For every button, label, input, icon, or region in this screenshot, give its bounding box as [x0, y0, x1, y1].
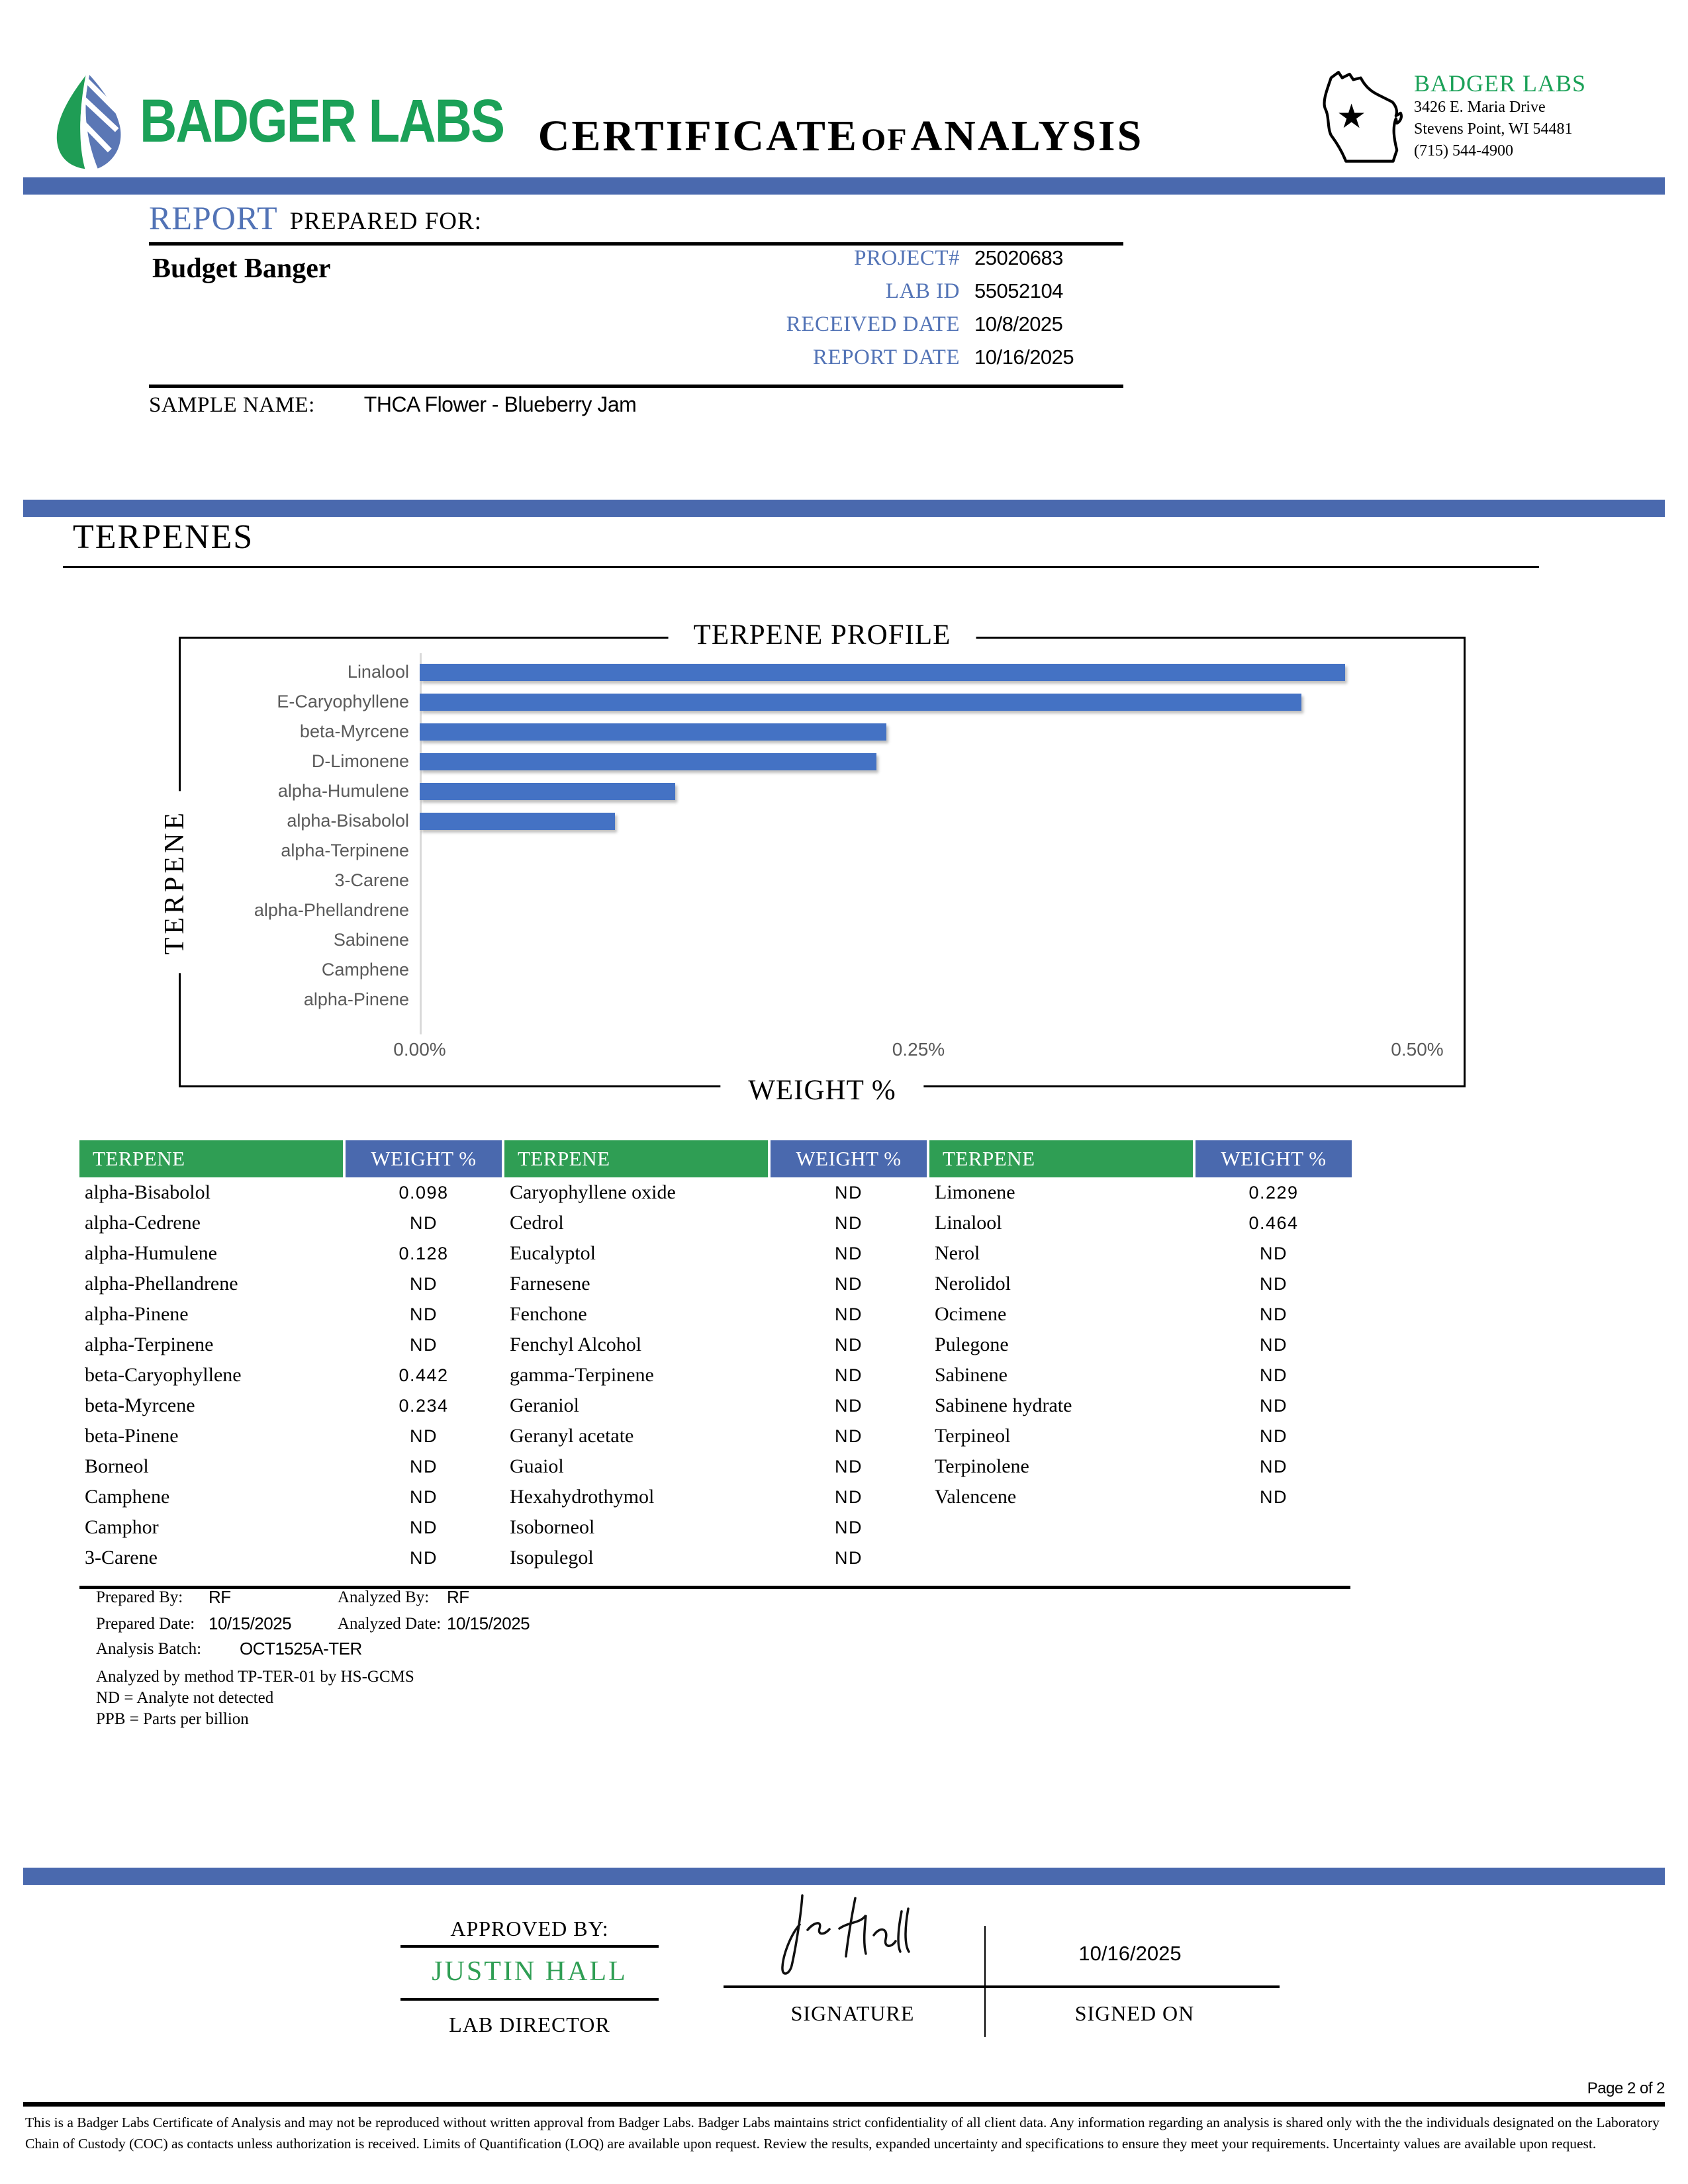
chart-row [201, 895, 1417, 925]
prepared-by-value: RF [209, 1587, 231, 1607]
address-line-2: Stevens Point, WI 54481 [1414, 120, 1573, 138]
chart-bar [420, 753, 876, 770]
table-cell-terpene: alpha-Humulene [85, 1242, 217, 1264]
prepared-date-value: 10/15/2025 [209, 1614, 292, 1633]
chart-x-tick-label: 0.50% [1391, 1039, 1444, 1060]
table-cell-terpene: Limonene [935, 1181, 1015, 1203]
analyzed-by-label: Analyzed By: [338, 1588, 430, 1606]
sample-name-row [149, 392, 636, 418]
table-column-group [504, 1140, 927, 1573]
table-cell-weight: ND [835, 1243, 863, 1263]
chart-bar [420, 723, 886, 741]
analysis-batch-value: OCT1525A-TER [240, 1639, 362, 1659]
table-header-weight: WEIGHT % [346, 1140, 502, 1177]
divider-bar-top [23, 177, 1665, 195]
signed-on-label: SIGNED ON [1074, 2001, 1195, 2025]
chart-category-label: beta-Myrcene [299, 721, 409, 741]
table-cell-weight: ND [835, 1395, 863, 1416]
table-cell-terpene: Isopulegol [510, 1547, 594, 1569]
chart-bar-track [420, 776, 1417, 806]
table-column-group [929, 1140, 1352, 1573]
table-header-weight: WEIGHT % [771, 1140, 927, 1177]
chart-row [201, 717, 1417, 747]
table-cell-terpene: beta-Caryophyllene [85, 1364, 242, 1386]
sample-name-value: THCA Flower - Blueberry Jam [363, 392, 637, 416]
report-field-row [149, 312, 1123, 345]
table-cell-terpene: Nerolidol [935, 1273, 1011, 1295]
prepared-for-label: PREPARED FOR: [289, 208, 482, 235]
prepared-date-label: Prepared Date: [96, 1615, 195, 1633]
signed-on-date: 10/16/2025 [1078, 1942, 1182, 1965]
report-divider-line [149, 385, 1123, 388]
chart-title: TERPENE PROFILE [669, 619, 976, 651]
chart-x-axis-label: WEIGHT % [720, 1074, 923, 1107]
chart-x-tick-label: 0.00% [393, 1039, 446, 1060]
chart-bar-track [420, 657, 1417, 687]
report-field-row [149, 246, 1123, 279]
table-cell-weight: ND [1260, 1365, 1288, 1385]
chart-row [201, 657, 1417, 687]
title-analysis: ANALYSIS [910, 112, 1144, 160]
table-cell-weight: ND [410, 1426, 438, 1446]
wisconsin-map-icon [1311, 54, 1403, 177]
analysis-batch-label: Analysis Batch: [96, 1640, 202, 1658]
report-label: REPORT [149, 199, 278, 236]
chart-category-label: alpha-Bisabolol [287, 811, 409, 831]
chart-row [201, 776, 1417, 806]
table-cell-terpene: gamma-Terpinene [510, 1364, 654, 1386]
table-cell-weight: ND [1260, 1243, 1288, 1263]
table-cell-weight: ND [835, 1182, 863, 1203]
chart-plot-area [201, 657, 1417, 1023]
section-title: TERPENES [73, 518, 254, 556]
logo-wordmark: BADGER LABS [140, 85, 504, 155]
chart-x-ticks [393, 1039, 1444, 1063]
report-field-value: 55052104 [974, 279, 1063, 302]
approver-name: JUSTIN HALL [432, 1956, 628, 1987]
report-field-value: 25020683 [974, 246, 1063, 269]
table-cell-terpene: Hexahydrothymol [510, 1486, 655, 1508]
table-cell-weight: ND [835, 1486, 863, 1507]
lab-address-block [1311, 54, 1586, 177]
table-cell-weight [1196, 1543, 1352, 1573]
chart-bar-track [420, 747, 1417, 776]
table-cell-terpene: Fenchone [510, 1303, 587, 1325]
badger-labs-leaf-icon [50, 69, 128, 172]
approval-line [400, 1998, 659, 2001]
table-header-terpene: TERPENE [79, 1140, 343, 1177]
table-cell-weight: ND [1260, 1304, 1288, 1324]
table-cell-terpene: alpha-Pinene [85, 1303, 189, 1325]
lab-name: BADGER LABS [1414, 70, 1587, 97]
table-cell-terpene: Nerol [935, 1242, 980, 1264]
report-field-label: LAB ID [885, 279, 960, 303]
table-cell-weight: ND [410, 1547, 438, 1568]
lab-contact-text [1414, 54, 1586, 162]
table-cell-terpene: Fenchyl Alcohol [510, 1334, 642, 1355]
table-cell-terpene: Camphene [85, 1486, 170, 1508]
table-cell-terpene: beta-Myrcene [85, 1394, 195, 1416]
client-name: Budget Banger [152, 253, 331, 284]
table-cell-terpene: 3-Carene [85, 1547, 158, 1569]
disclaimer-text: This is a Badger Labs Certificate of Analysis and may not be reproduced without written approval from Badger Labs. Badger Labs maintains strict confidentiality of all client data. Any information regarding an analysis is shared only with the the individuals designated on the Laboratory Chain of Custody (COC) as contacts unless authorization is received. Limits of Quantification (LOQ) are available upon request. Review the results, expanded uncertainty and specifications to ensure they meet your requirements. Uncertainty values are available upon request. [25, 2115, 1660, 2152]
table-cell-weight: ND [835, 1426, 863, 1446]
table-cell-terpene: Eucalyptol [510, 1242, 596, 1264]
table-cell-terpene: Camphor [85, 1516, 159, 1538]
report-heading [149, 199, 482, 237]
report-field-row [149, 345, 1123, 379]
table-cell-terpene: Caryophyllene oxide [510, 1181, 676, 1203]
chart-category-label: E-Caryophyllene [277, 692, 409, 711]
table-cell-weight: ND [1260, 1426, 1288, 1446]
prepared-by-label: Prepared By: [96, 1588, 183, 1606]
table-cell-weight: ND [1260, 1273, 1288, 1294]
chart-bar-track [420, 717, 1417, 747]
table-cell-weight: ND [1260, 1486, 1288, 1507]
table-cell-terpene: Farnesene [510, 1273, 590, 1295]
table-cell-weight: ND [1260, 1334, 1288, 1355]
chart-bar-track [420, 985, 1417, 1015]
chart-category-label: alpha-Pinene [303, 989, 409, 1009]
report-field-value: 10/8/2025 [974, 312, 1063, 336]
analyzed-date-value: 10/15/2025 [447, 1614, 530, 1633]
table-cell-weight: ND [410, 1304, 438, 1324]
table-cell-terpene: beta-Pinene [85, 1425, 179, 1447]
table-cell-weight: 0.234 [399, 1395, 449, 1416]
chart-bar-track [420, 925, 1417, 955]
page-title [410, 111, 1271, 161]
table-cell-terpene: Linalool [935, 1212, 1002, 1234]
chart-bar-track [420, 895, 1417, 925]
chart-row [201, 747, 1417, 776]
table-cell-weight [1196, 1512, 1352, 1543]
report-fields [149, 246, 1123, 379]
address-line-1: 3426 E. Maria Drive [1414, 99, 1546, 116]
sample-name-label: SAMPLE NAME: [149, 393, 315, 417]
terpene-results-table [79, 1140, 1352, 1573]
table-cell-terpene: Sabinene [935, 1364, 1008, 1386]
chart-row [201, 806, 1417, 836]
page-number: Page 2 of 2 [1587, 2079, 1665, 2097]
chart-row [201, 985, 1417, 1015]
signature-divider [984, 1926, 986, 2037]
report-field-label: PROJECT# [854, 246, 960, 270]
terpene-profile-chart [160, 619, 1466, 1106]
report-divider-line [149, 242, 1123, 246]
chart-category-label: Linalool [347, 662, 409, 682]
chart-bar-track [420, 687, 1417, 717]
table-cell-terpene: Valencene [935, 1486, 1017, 1508]
chart-bar-track [420, 806, 1417, 836]
nd-note: ND = Analyte not detected [96, 1689, 274, 1707]
signature-line [724, 1985, 1280, 1988]
table-cell-terpene: Terpinolene [935, 1455, 1029, 1477]
chart-y-axis-label: TERPENE [159, 791, 191, 973]
divider-bar-middle [23, 500, 1665, 517]
approved-by-label: APPROVED BY: [450, 1917, 609, 1940]
analyzed-date-label: Analyzed Date: [338, 1615, 442, 1633]
chart-category-label: 3-Carene [334, 870, 409, 890]
table-cell-weight: ND [410, 1517, 438, 1537]
table-cell-weight: 0.128 [399, 1243, 449, 1263]
table-cell-terpene: Cedrol [510, 1212, 564, 1234]
report-field-value: 10/16/2025 [974, 345, 1074, 369]
table-cell-terpene: Borneol [85, 1455, 149, 1477]
chart-bars [201, 657, 1417, 1015]
table-cell-weight: ND [835, 1273, 863, 1294]
table-cell-terpene: Sabinene hydrate [935, 1394, 1072, 1416]
table-cell-weight: ND [410, 1486, 438, 1507]
table-cell-weight: ND [835, 1212, 863, 1233]
chart-bar [420, 783, 675, 800]
approval-block [397, 1917, 662, 2037]
table-cell-terpene: alpha-Cedrene [85, 1212, 201, 1234]
chart-bar [420, 813, 615, 830]
table-cell-weight: ND [835, 1365, 863, 1385]
table-cell-weight: ND [410, 1212, 438, 1233]
table-cell-weight: ND [835, 1547, 863, 1568]
table-cell-terpene: alpha-Bisabolol [85, 1181, 211, 1203]
chart-bar-track [420, 836, 1417, 866]
chart-category-label: alpha-Phellandrene [254, 900, 409, 920]
signature-label: SIGNATURE [790, 2001, 915, 2025]
table-header-terpene: TERPENE [504, 1140, 768, 1177]
table-cell-weight: ND [835, 1517, 863, 1537]
table-cell-terpene: Pulegone [935, 1334, 1009, 1355]
report-field-label: RECEIVED DATE [786, 312, 960, 336]
table-cell-weight: ND [410, 1334, 438, 1355]
chart-row [201, 687, 1417, 717]
chart-category-label: alpha-Terpinene [281, 841, 409, 860]
table-cell-weight: ND [835, 1334, 863, 1355]
chart-row [201, 836, 1417, 866]
chart-bar [420, 694, 1301, 711]
table-header-weight: WEIGHT % [1196, 1140, 1352, 1177]
footer-line [23, 2102, 1665, 2107]
table-cell-terpene: Isoborneol [510, 1516, 595, 1538]
chart-bar-track [420, 866, 1417, 895]
method-note: Analyzed by method TP-TER-01 by HS-GCMS [96, 1668, 414, 1686]
chart-bar-track [420, 955, 1417, 985]
table-cell-weight: ND [835, 1456, 863, 1477]
table-cell-terpene: Geranyl acetate [510, 1425, 634, 1447]
table-cell-weight: 0.442 [399, 1365, 449, 1385]
phone-number: (715) 544-4900 [1414, 142, 1513, 159]
ppb-note: PPB = Parts per billion [96, 1710, 249, 1728]
chart-category-label: Camphene [321, 960, 409, 979]
table-end-line [79, 1586, 1350, 1589]
table-cell-weight: 0.098 [399, 1182, 449, 1203]
chart-row [201, 925, 1417, 955]
section-underline [63, 566, 1539, 568]
divider-bar-bottom [23, 1868, 1665, 1885]
table-cell-weight: 0.464 [1248, 1212, 1299, 1233]
table-cell-terpene [929, 1512, 1193, 1543]
chart-category-label: Sabinene [333, 930, 409, 950]
table-cell-terpene [929, 1543, 1193, 1573]
report-field-label: REPORT DATE [812, 345, 960, 369]
table-cell-terpene: Terpineol [935, 1425, 1011, 1447]
title-of: OF [861, 122, 908, 158]
title-certificate: CERTIFICATE [538, 112, 859, 160]
approval-line [400, 1945, 659, 1948]
table-cell-terpene: Guaiol [510, 1455, 564, 1477]
table-cell-weight: ND [1260, 1456, 1288, 1477]
analyzed-by-value: RF [447, 1587, 469, 1607]
star-glyph: ★ [1336, 98, 1367, 136]
table-cell-weight: ND [835, 1304, 863, 1324]
chart-row [201, 866, 1417, 895]
report-field-row [149, 279, 1123, 312]
chart-bar [420, 664, 1345, 681]
table-cell-terpene: Ocimene [935, 1303, 1007, 1325]
table-cell-weight: 0.229 [1248, 1182, 1299, 1203]
approver-title: LAB DIRECTOR [449, 2013, 610, 2036]
table-column-group [79, 1140, 502, 1573]
table-cell-terpene: alpha-Terpinene [85, 1334, 214, 1355]
table-header-terpene: TERPENE [929, 1140, 1193, 1177]
table-cell-weight: ND [1260, 1395, 1288, 1416]
chart-row [201, 955, 1417, 985]
table-cell-terpene: Geraniol [510, 1394, 579, 1416]
chart-x-tick-label: 0.25% [892, 1039, 945, 1060]
chart-category-label: D-Limonene [311, 751, 409, 771]
table-cell-weight: ND [410, 1273, 438, 1294]
chart-category-label: alpha-Humulene [277, 781, 409, 801]
signature-image [761, 1888, 960, 1987]
table-cell-weight: ND [410, 1456, 438, 1477]
table-cell-terpene: alpha-Phellandrene [85, 1273, 238, 1295]
